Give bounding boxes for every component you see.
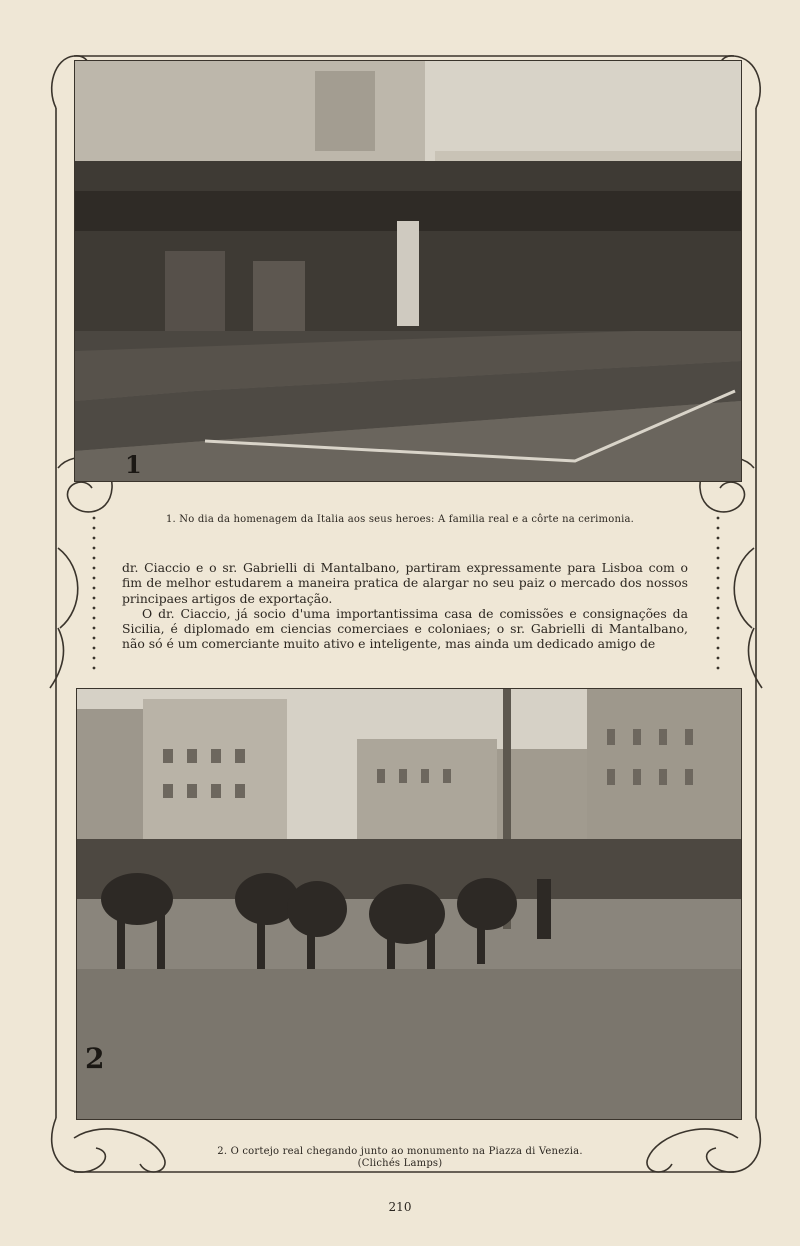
photo-1-number: 1 xyxy=(125,450,142,479)
article-paragraph-2: O dr. Ciaccio, já socio d'uma importantissima casa de comissões e consignações da Sicilia, é diplomado em ciencias comerciaes e coloniaes; o sr. Gabrielli di Mantalbano, não só é um comerciante muito ativo e inteligente, mas ainda um dedicado amigo de xyxy=(122,605,688,652)
photo-royal-procession xyxy=(76,688,742,1120)
photo-2-caption-line-1: 2. O cortejo real chegando junto ao monumento na Piazza di Venezia. xyxy=(217,1146,583,1157)
article-paragraph-1: dr. Ciaccio e o sr. Gabrielli di Mantalbano, partiram expressamente para Lisboa com o fim de melhor estudarem a maneira pratica de alargar no seu paiz o mercado dos nossos principaes artigos de exportação. xyxy=(122,560,688,606)
photo-2-caption xyxy=(0,1146,800,1170)
photo-1-caption: 1. No dia da homenagem da Italia aos seus heroes: A familia real e a côrte na cerimonia. xyxy=(165,514,635,525)
photo-2-credit: (Clichés Lamps) xyxy=(357,1158,443,1169)
page-number: 210 xyxy=(388,1200,412,1214)
photo-royal-ceremony xyxy=(74,60,742,482)
article-text xyxy=(122,560,688,652)
photo-2-number: 2 xyxy=(85,1042,105,1075)
